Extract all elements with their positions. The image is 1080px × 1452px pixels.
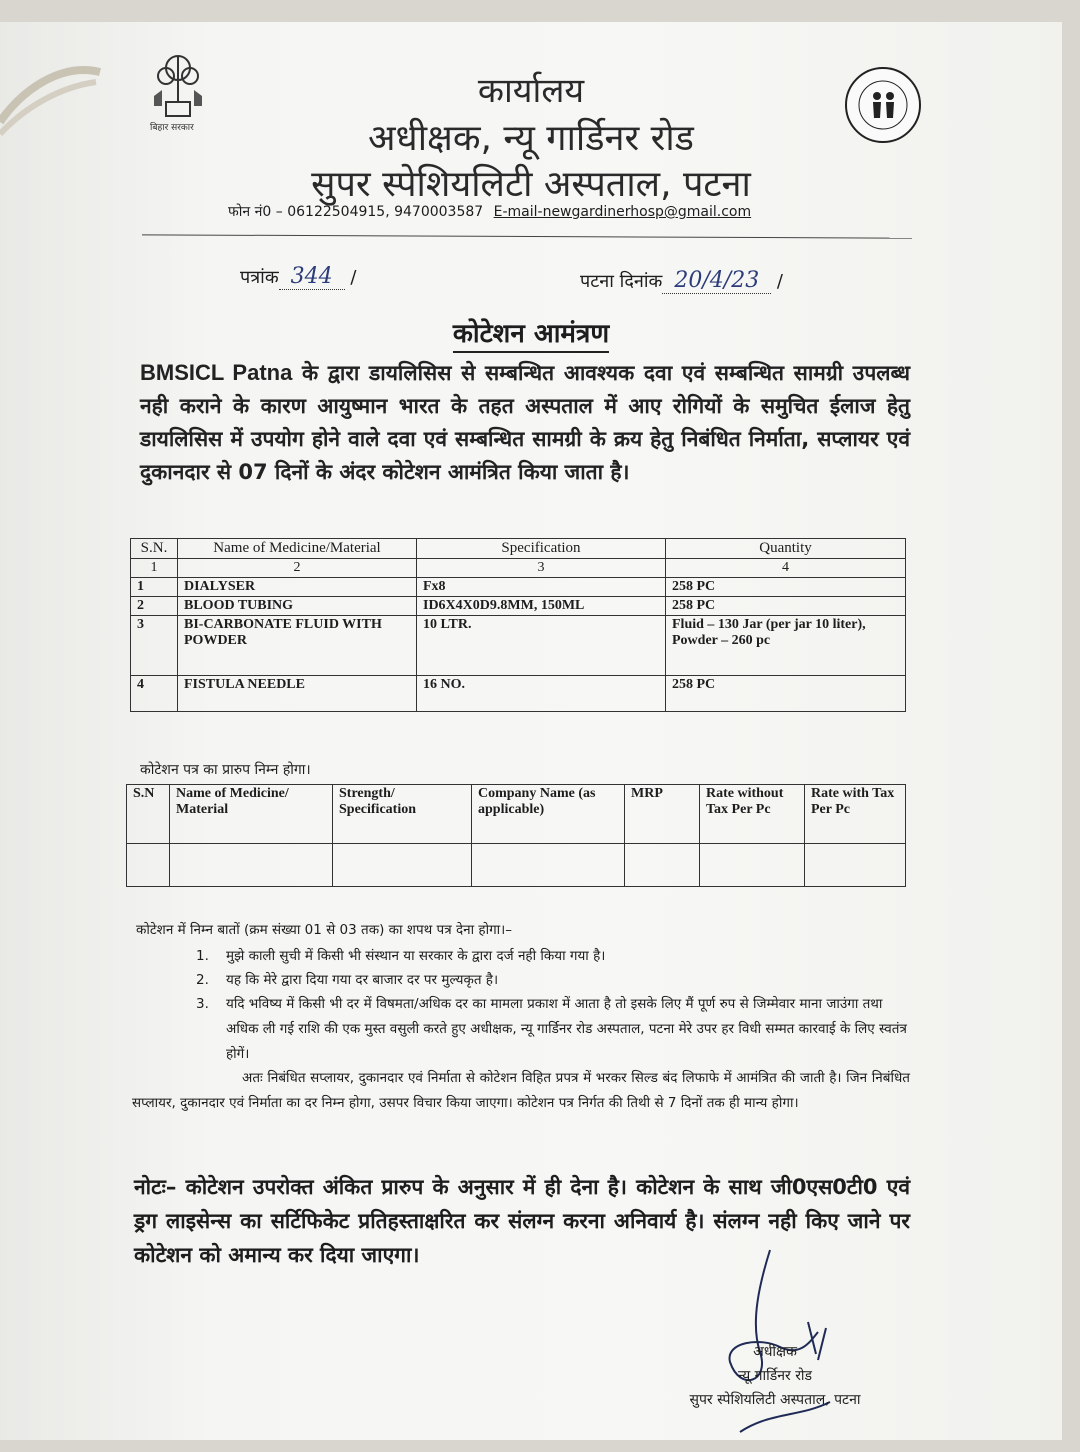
condition-text: मुझे काली सुची में किसी भी संस्थान या सरकार के द्वारा दर्ज नही किया गया है। [226,948,606,964]
row-name: BI-CARBONATE FLUID WITH POWDER [178,616,417,676]
table-row [131,597,906,616]
subject-heading [0,314,1062,350]
empty-cell [700,844,805,887]
empty-cell [127,844,170,887]
condition-number: 2. [196,972,209,988]
row-spec: 16 NO. [417,676,666,712]
row-qty: 258 PC [666,676,906,712]
condition-text: यह कि मेरे द्वारा दिया गया दर बाजार दर पर मुल्यकृत है। [226,972,499,988]
subject-text: कोटेशन आमंत्रण [453,319,609,353]
row-spec: Fx8 [417,578,666,597]
letter-date: पटना दिनांक 20/4/23 / [580,268,783,293]
condition-item [196,992,910,1067]
reference-number: पत्रांक 344 / [240,264,357,289]
table-row [127,844,906,887]
q-header-rate-with-tax: Rate with Tax Per Pc [805,785,906,844]
signatory-office: न्यू गार्डिनर रोड [737,1368,813,1384]
empty-cell [333,844,472,887]
date-value: 20/4/23 [662,268,771,294]
contact-line [228,202,751,221]
date-label: पटना दिनांक [580,271,663,292]
header-name: Name of Medicine/Material [178,539,417,559]
colnum-2: 2 [178,559,417,578]
phone-numbers: फोन नं0 – 06122504915, 9470003587 [228,204,484,220]
row-name: FISTULA NEEDLE [178,676,417,712]
table-header-row [131,539,906,559]
office-heading: कार्यालय [477,71,585,111]
condition-text: यदि भविष्य में किसी भी दर में विषमता/अधिक दर का मामला प्रकाश में आता है तो इसके लिए मैं पूर्ण रुप से जिम्मेवार माना जाउंगा तथा अधिक ली गई राशि की एक मुस्त वसुली करते हुए अधीक्षक, न्यू गार्डिनर रोड अस्पताल, पटना मेरे उपर हर विधी सम्मत कारवाई के लिए स्वतंत्र होगें। [226,996,907,1062]
row-spec: 10 LTR. [417,616,666,676]
empty-cell [805,844,906,887]
table-header-row [127,785,906,844]
colnum-1: 1 [131,559,178,578]
reference-label: पत्रांक [240,267,279,288]
signature-block [660,1340,890,1412]
row-name: BLOOD TUBING [178,597,417,616]
colnum-3: 3 [417,559,666,578]
intro-text: के द्वारा डायलिसिस से सम्बन्धित आवश्यक दवा एवं सम्बन्धित सामग्री उपलब्ध नही कराने के कारण आयुष्मान भारत के तहत अस्पताल में आए रोगियों के समुचित ईलाज हेतु डायलिसिस में उपयोग होने वाले दवा एवं सम्बन्धित सामग्री के क्रय हेतु निबंधित निर्माता, सप्लायर एवं दुकानदार से 07 दिनों के अंदर कोटेशन आमंत्रित किया जाता है। [140,361,910,484]
row-sn: 3 [131,616,178,676]
condition-number: 3. [196,996,209,1012]
condition-item [196,944,910,969]
q-header-strength: Strength/ Specification [333,785,472,844]
empty-cell [472,844,625,887]
signatory-title: अधीक्षक [753,1344,797,1360]
emblem-caption: बिहार सरकार [150,123,194,133]
q-header-company: Company Name (as applicable) [472,785,625,844]
office-subheading: अधीक्षक, न्यू गार्डिनर रोड [368,118,694,159]
conditions-heading: कोटेशन में निम्न बातों (क्रम संख्या 01 से 03 तक) का शपथ पत्र देना होगा।– [136,922,513,938]
hospital-name: सुपर स्पेशियलिटी अस्पताल, पटना [311,164,751,205]
quotation-format-label: कोटेशन पत्र का प्रारुप निम्न होगा। [140,762,311,778]
email-address: E-mail-newgardinerhosp@gmail.com [493,204,752,220]
note-paragraph: नोटः– कोटेशन उपरोक्त अंकित प्रारुप के अनुसार में ही देना है। कोटेशन के साथ जी0एस0टी0 एवं ड्रग लाइसेन्स का सर्टिफिकेट प्रतिहस्ताक्षरित कर संलग्न करना अनिवार्य है। संलग्न नही किए जाने पर कोटेशन को अमान्य कर दिया जाएगा। [134,1175,910,1267]
document-page [0,22,1062,1440]
row-qty: Fluid – 130 Jar (per jar 10 liter), Powder – 260 pc [666,616,906,676]
row-qty: 258 PC [666,578,906,597]
colnum-4: 4 [666,559,906,578]
submission-paragraph: अतः निबंधित सप्लायर, दुकानदार एवं निर्माता से कोटेशन विहित प्रपत्र में भरकर सिल्ड बंद लिफाफे में आमंत्रित की जाती है। जिन निबंधित सप्लायर, दुकानदार एवं निर्माता का दर निम्न होगा, उसपर विचार किया जाएगा। कोटेशन पत्र निर्गत की तिथी से 7 दिनों तक ही मान्य होगा। [132,1070,910,1111]
medicine-table [130,538,906,712]
table-row [131,676,906,712]
row-spec: ID6X4X0D9.8MM, 150ML [417,597,666,616]
header-spec: Specification [417,539,666,559]
org-name: BMSICL Patna [140,360,293,385]
condition-item [196,968,910,993]
header-sn: S.N. [131,539,178,559]
q-header-rate-without-tax: Rate without Tax Per Pc [700,785,805,844]
row-name: DIALYSER [178,578,417,597]
quotation-format-table [126,784,906,887]
q-header-sn: S.N [127,785,170,844]
table-row [131,578,906,597]
q-header-name: Name of Medicine/ Material [170,785,333,844]
row-sn: 1 [131,578,178,597]
empty-cell [170,844,333,887]
intro-paragraph [140,356,910,489]
q-header-mrp: MRP [625,785,700,844]
row-sn: 2 [131,597,178,616]
table-row [131,616,906,676]
column-number-row [131,559,906,578]
empty-cell [625,844,700,887]
header-qty: Quantity [666,539,906,559]
header-divider [142,234,912,238]
row-sn: 4 [131,676,178,712]
signatory-hospital: सुपर स्पेशियलिटी अस्पताल, पटना [689,1392,861,1408]
reference-value: 344 [279,264,345,290]
row-qty: 258 PC [666,597,906,616]
condition-number: 1. [196,948,209,964]
